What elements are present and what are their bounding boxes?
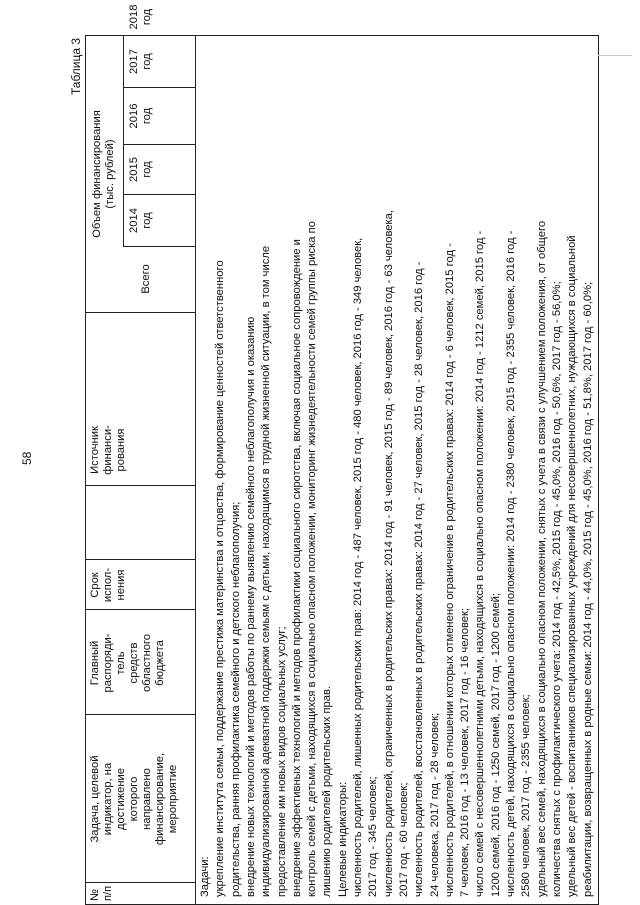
body-line: реабилитации, возвращенных в родные семьи: 2014 год - 44,0%, 2015 год - 45,0%, 2016 год - 51,8%, 2017 год - 60,0%; bbox=[581, 281, 594, 897]
body-line: 2017 год - 345 человек; bbox=[367, 776, 380, 897]
header-task: Задача, целевой индикатор, на достижение которого направлено финансирование, мероприятие bbox=[89, 752, 179, 846]
header-year-2015: 2015 год bbox=[128, 157, 153, 182]
body-line: родительства, ранняя профилактика семейного и детского неблагополучия; bbox=[229, 501, 242, 897]
body-line: численность детей, находящихся в социально опасном положении: 2014 год - 2380 человек, 2015 год - 2355 человек, 2016 год - bbox=[505, 230, 517, 897]
body-line: внедрение новых технологий и методов работы по раннему выявлению семейного неблагополучия и оказанию bbox=[244, 316, 257, 897]
body-line: лишению родителей родительских прав. bbox=[321, 685, 334, 897]
body-line: индивидуализированной адекватной поддержки семьям с детьми, находящимся в трудной жизненной ситуации, в том числе bbox=[260, 245, 273, 897]
header-total: Всего bbox=[140, 264, 152, 294]
body-line: внедрение эффективных технологий и методов профилактики социального сиротства, включая социальное сопровождение и bbox=[290, 239, 303, 897]
body-line: численность родителей, в отношении которых отменено ограничение в родительских правах: 2014 год - 6 человек, 2015 год - bbox=[443, 243, 456, 897]
body-line: численность родителей, лишенных родительских прав: 2014 год - 487 человек, 2015 год - 480 человек, 2016 год - 349 человек, bbox=[352, 237, 364, 897]
body-line: 1200 семей, 2016 год - 1250 семей, 2017 год - 1200 семей; bbox=[489, 592, 502, 897]
header-volume: Объем финансирования (тыс. рублей) bbox=[91, 110, 116, 238]
header-year-2017: 2017 год bbox=[128, 49, 153, 74]
header-source: Источник финанси- рования bbox=[89, 425, 127, 475]
header-year-2018: 2018 год bbox=[128, 4, 153, 30]
table-label: Таблица 3 bbox=[69, 37, 83, 95]
body-line: предоставление им новых видов социальных услуг; bbox=[275, 626, 288, 897]
body-line: Целевые индикаторы: bbox=[336, 781, 349, 897]
body-line: контроль семей с детьми, находящихся в социально опасном положении, мониторинг жизнедеятельности семей группы риска по bbox=[306, 221, 319, 897]
body-line: 24 человека, 2017 год - 28 человек; bbox=[428, 712, 441, 897]
body-line: число семей с несовершеннолетними детьми, находящихся в социально опасном положении: 2014 год - 1212 семей, 2015 год - bbox=[474, 230, 487, 897]
body-line: Задачи: bbox=[199, 856, 211, 897]
scan-mark bbox=[598, 55, 632, 56]
header-number: № п/п bbox=[89, 885, 114, 901]
body-line: 7 человек, 2016 год - 13 человек, 2017 год - 16 человек; bbox=[459, 608, 472, 897]
header-term: Срок испол- нения bbox=[89, 567, 127, 603]
header-administrator: Главный распоряди- тель средств областного бюджета bbox=[89, 633, 166, 693]
body-line: количества снятых с профилактического учета: 2014 год - 42,5%, 2015 год - 45,0%, 2016 год - 50,6%, 2017 год - 56,0%; bbox=[550, 281, 563, 897]
body-line: укрепление института семьи, поддержание престижа материнства и отцовства, формирование ценностей ответственного bbox=[214, 260, 227, 897]
body-line: численность родителей, восстановленных в родительских правах: 2014 год - 27 человек, 2015 год - 28 человек, 2016 год - bbox=[413, 261, 426, 897]
body-line: удельный вес детей - воспитанников специализированных учреждений для несовершеннолетних, нуждающихся в социальной bbox=[566, 235, 579, 897]
header-year-2016: 2016 год bbox=[128, 103, 153, 129]
body-line: численность родителей, ограниченных в родительских правах: 2014 год - 91 человек, 2015 год - 89 человек, 2016 год - 63 человека, bbox=[382, 210, 395, 897]
body-line: удельный вес семей, находящихся в социально опасном положении, снятых с учета в связи с улучшением положения, от общего bbox=[535, 220, 548, 897]
body-line: 2580 человек, 2017 год - 2355 человек; bbox=[520, 694, 533, 897]
header-year-2014: 2014 год bbox=[128, 208, 153, 233]
body-line: 2017 год - 60 человек; bbox=[397, 782, 410, 897]
page-number: 58 bbox=[20, 451, 34, 465]
